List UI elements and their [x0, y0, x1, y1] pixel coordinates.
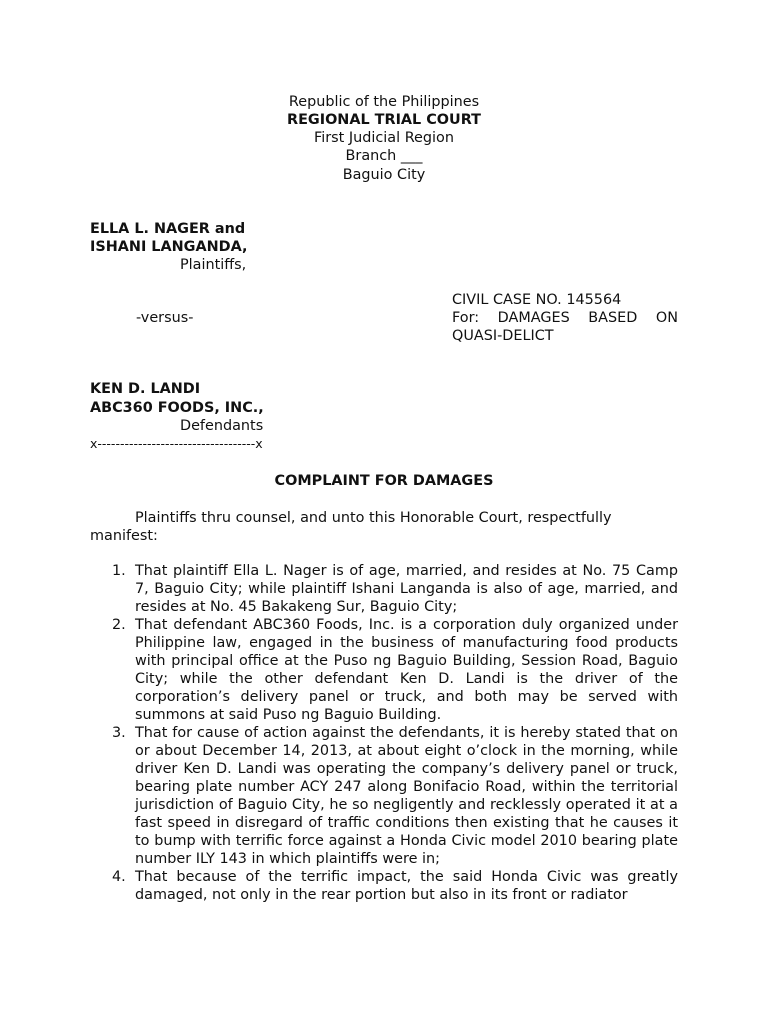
allegation-text: That plaintiff Ella L. Nager is of age, married, and resides at No. 75 Camp 7, Baguio City; while plaintiff Ishani Langanda is also of age, married, and resides at No. 45 Bakakeng Sur, Baguio City;: [135, 563, 678, 615]
defendant-name-1: KEN D. LANDI: [90, 381, 201, 397]
allegation-item: [90, 562, 678, 616]
allegation-number: 1.: [112, 563, 126, 579]
allegation-number: 3.: [112, 725, 126, 741]
allegation-text: That for cause of action against the defendants, it is hereby stated that on or about December 14, 2013, at about eight o’clock in the morning, while driver Ken D. Landi was operating the company’s delivery panel or truck, bearing plate number ACY 247 along Bonifacio Road, within the territorial jurisdiction of Baguio City, he so negligently and recklessly operated it at a fast speed in disregard of traffic conditions then existing that he causes it to bump with terrific force against a Honda Civic model 2010 bearing plate number ILY 143 in which plaintiffs were in;: [135, 725, 678, 867]
allegation-text: That because of the terrific impact, the said Honda Civic was greatly damaged, not only in the rear portion but also in its front or radiator: [135, 869, 678, 903]
allegation-text: That defendant ABC360 Foods, Inc. is a corporation duly organized under Philippine law, engaged in the business of manufacturing food products with principal office at the Puso ng Baguio Building, Session Road, Baguio City; while the other defendant Ken D. Landi is the driver of the corporation’s delivery panel or truck, and both may be served with summons at said Puso ng Baguio Building.: [135, 617, 678, 723]
case-nature-line-1: For: DAMAGES BASED ON: [452, 310, 678, 326]
defendants-role: Defendants: [180, 418, 264, 434]
header-branch: Branch ___: [345, 148, 423, 164]
intro-line-1: Plaintiffs thru counsel, and unto this Honorable Court, respectfully: [135, 510, 612, 526]
header-city: Baguio City: [342, 167, 426, 183]
case-number: CIVIL CASE NO. 145564: [452, 292, 622, 308]
plaintiffs-role: Plaintiffs,: [180, 257, 247, 273]
header-court: REGIONAL TRIAL COURT: [287, 112, 481, 128]
allegation-number: 2.: [112, 617, 126, 633]
allegation-item: [90, 616, 678, 724]
allegation-item: [90, 724, 678, 868]
versus-label: -versus-: [136, 310, 194, 326]
plaintiff-name-1: ELLA L. NAGER and: [90, 221, 246, 237]
intro-line-2: manifest:: [90, 528, 158, 544]
allegation-item: [90, 868, 678, 904]
plaintiff-name-2: ISHANI LANGANDA,: [90, 239, 248, 255]
caption-separator: x-----------------------------------x: [90, 436, 263, 451]
document-title: COMPLAINT FOR DAMAGES: [274, 473, 494, 489]
allegations-list: [90, 562, 678, 904]
case-nature-line-2: QUASI-DELICT: [452, 328, 554, 344]
header-region: First Judicial Region: [314, 130, 454, 146]
defendant-name-2: ABC360 FOODS, INC.,: [90, 400, 264, 416]
header-republic: Republic of the Philippines: [288, 94, 480, 110]
allegation-number: 4.: [112, 869, 126, 885]
